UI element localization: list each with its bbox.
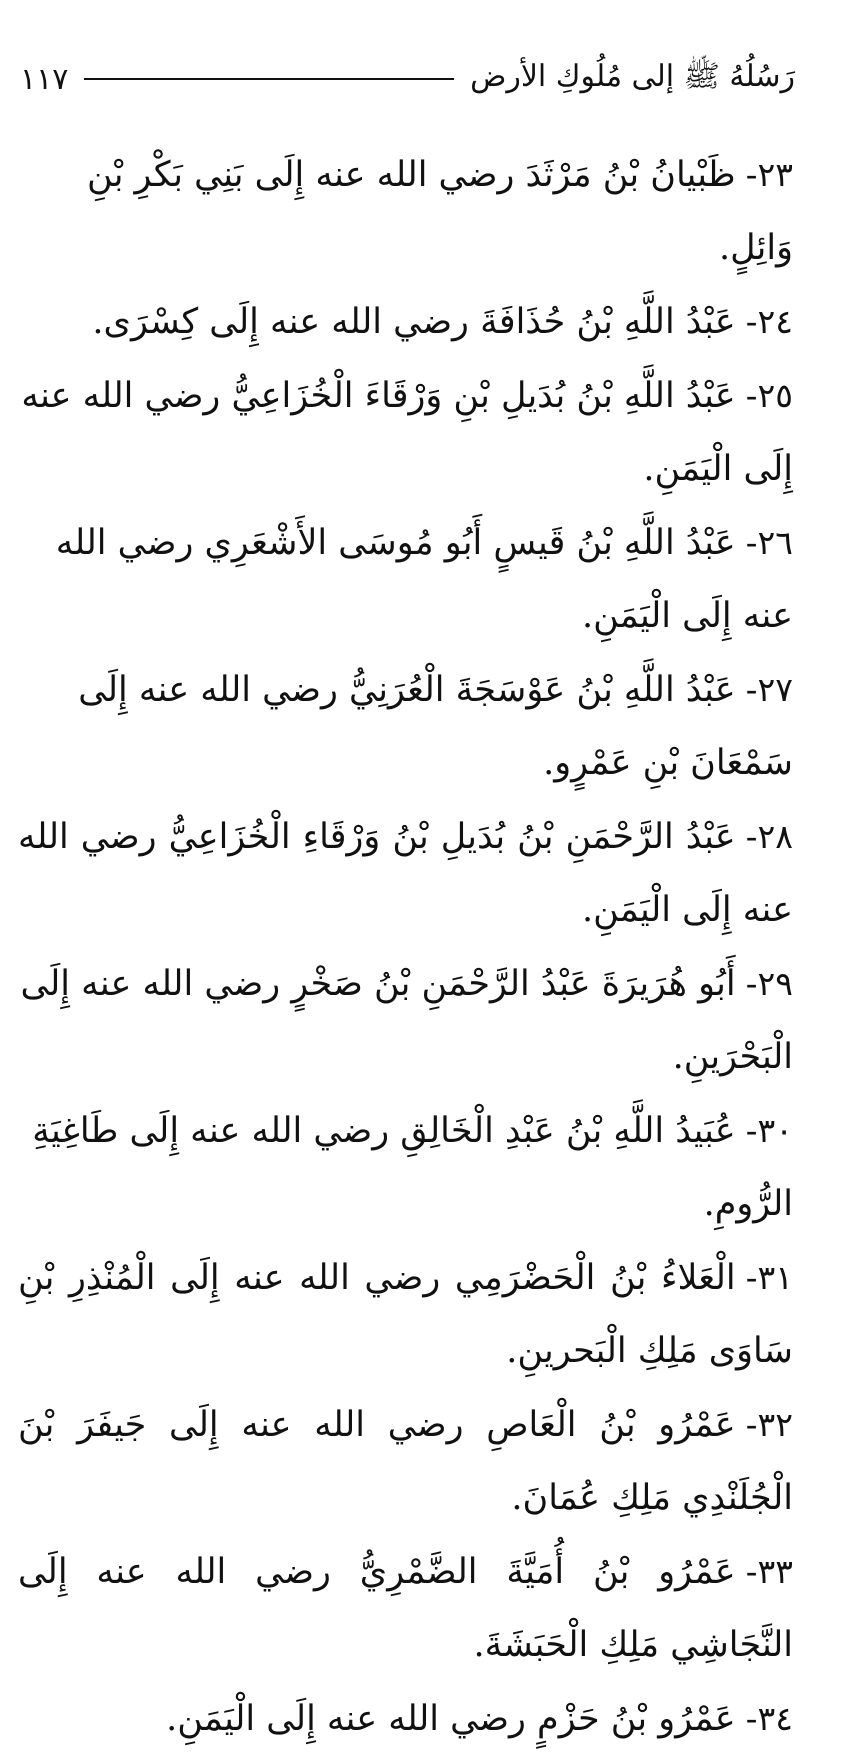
entry-number: ٣١: [757, 1258, 793, 1297]
list-item: [18, 800, 793, 947]
entry-number: ٢٩: [757, 964, 793, 1003]
entry-dash: -: [745, 155, 758, 194]
entry-number: ٣٣: [757, 1552, 793, 1591]
entry-text: ظَبْيانُ بْنُ مَرْثَدَ رضي الله عنه إِلَى بَنِي بَكْرِ بْنِ وَائِلٍ.: [87, 155, 793, 268]
list-item: [18, 1535, 793, 1682]
entry-number: ٢٨: [757, 817, 793, 856]
entry-dash: -: [745, 670, 758, 709]
entry-text: عَمْرُو بْنُ الْعَاصِ رضي الله عنه إِلَى جَيفَرَ بْنَ الْجُلَنْدِي مَلِكِ عُمَانَ.: [18, 1405, 793, 1518]
entry-number: ٣٠: [757, 1111, 793, 1150]
entry-number: ٣٢: [757, 1405, 793, 1444]
entry-number: ٢٦: [757, 523, 793, 562]
entry-text: عَبْدُ الرَّحْمَنِ بْنُ بُدَيلِ بْنُ وَرْقَاءِ الْخُزَاعِيُّ رضي الله عنه إِلَى الْيَمَنِ.: [18, 817, 793, 930]
list-item: [18, 506, 793, 653]
list-item: [18, 1094, 793, 1241]
entry-list: [18, 138, 793, 1756]
entry-number: ٢٧: [757, 670, 793, 709]
header-title: رَسُلُهُ ﷺ إلى مُلُوكِ الأرض: [470, 58, 795, 94]
running-header: [20, 55, 795, 103]
entry-dash: -: [745, 1552, 758, 1591]
entry-number: ٣٤: [757, 1699, 793, 1738]
entry-dash: -: [745, 1111, 758, 1150]
entry-text: عَمْرُو بْنُ أُمَيَّةَ الضَّمْرِيُّ رضي الله عنه إِلَى النَّجَاشِي مَلِكِ الْحَبَشَةَ.: [18, 1552, 793, 1665]
list-item: [18, 1241, 793, 1388]
entry-dash: -: [745, 1258, 758, 1297]
list-item: [18, 1388, 793, 1535]
list-item: [18, 138, 793, 285]
entry-dash: -: [745, 1699, 758, 1738]
entry-number: ٢٣: [757, 155, 793, 194]
entry-dash: -: [745, 376, 758, 415]
entry-dash: -: [745, 817, 758, 856]
entry-dash: -: [745, 1405, 758, 1444]
entry-text: الْعَلاءُ بْنُ الْحَضْرَمِي رضي الله عنه إِلَى الْمُنْذِرِ بْنِ سَاوَى مَلِكِ الْبَحرينِ.: [18, 1258, 793, 1371]
header-rule: [84, 78, 454, 80]
entry-text: عَبْدُ اللَّهِ بْنُ عَوْسَجَةَ الْعُرَنِيُّ رضي الله عنه إِلَى سَمْعَانَ بْنِ عَمْرٍو.: [78, 670, 793, 783]
list-item: [18, 1682, 793, 1756]
entry-number: ٢٤: [757, 302, 793, 341]
entry-text: عَبْدُ اللَّهِ بْنُ قَيسٍ أَبُو مُوسَى الأَشْعَرِي رضي الله عنه إِلَى الْيَمَنِ.: [55, 523, 793, 636]
entry-text: عَبْدُ اللَّهِ بْنُ حُذَافَةَ رضي الله عنه إِلَى كِسْرَى.: [92, 302, 736, 342]
list-item: [18, 359, 793, 506]
entry-number: ٢٥: [757, 376, 793, 415]
entry-dash: -: [745, 523, 758, 562]
list-item: [18, 285, 793, 359]
page-number: ١١٧: [20, 61, 69, 97]
entry-text: أَبُو هُرَيرَةَ عَبْدُ الرَّحْمَنِ بْنُ صَخْرٍ رضي الله عنه إِلَى الْبَحْرَينِ.: [20, 964, 793, 1077]
entry-dash: -: [745, 964, 758, 1003]
entry-text: عَبْدُ اللَّهِ بْنُ بُدَيلِ بْنِ وَرْقَاءَ الْخُزَاعِيُّ رضي الله عنه إِلَى الْيَمَنِ.: [21, 376, 793, 489]
list-item: [18, 653, 793, 800]
entry-text: عُبَيدُ اللَّهِ بْنُ عَبْدِ الْخَالِقِ رضي الله عنه إِلَى طَاغِيَةِ الرُّومِ.: [32, 1111, 793, 1224]
entry-text: عَمْرُو بْنُ حَزْمٍ رضي الله عنه إِلَى الْيَمَنِ.: [166, 1699, 736, 1739]
list-item: [18, 947, 793, 1094]
entry-dash: -: [745, 302, 758, 341]
